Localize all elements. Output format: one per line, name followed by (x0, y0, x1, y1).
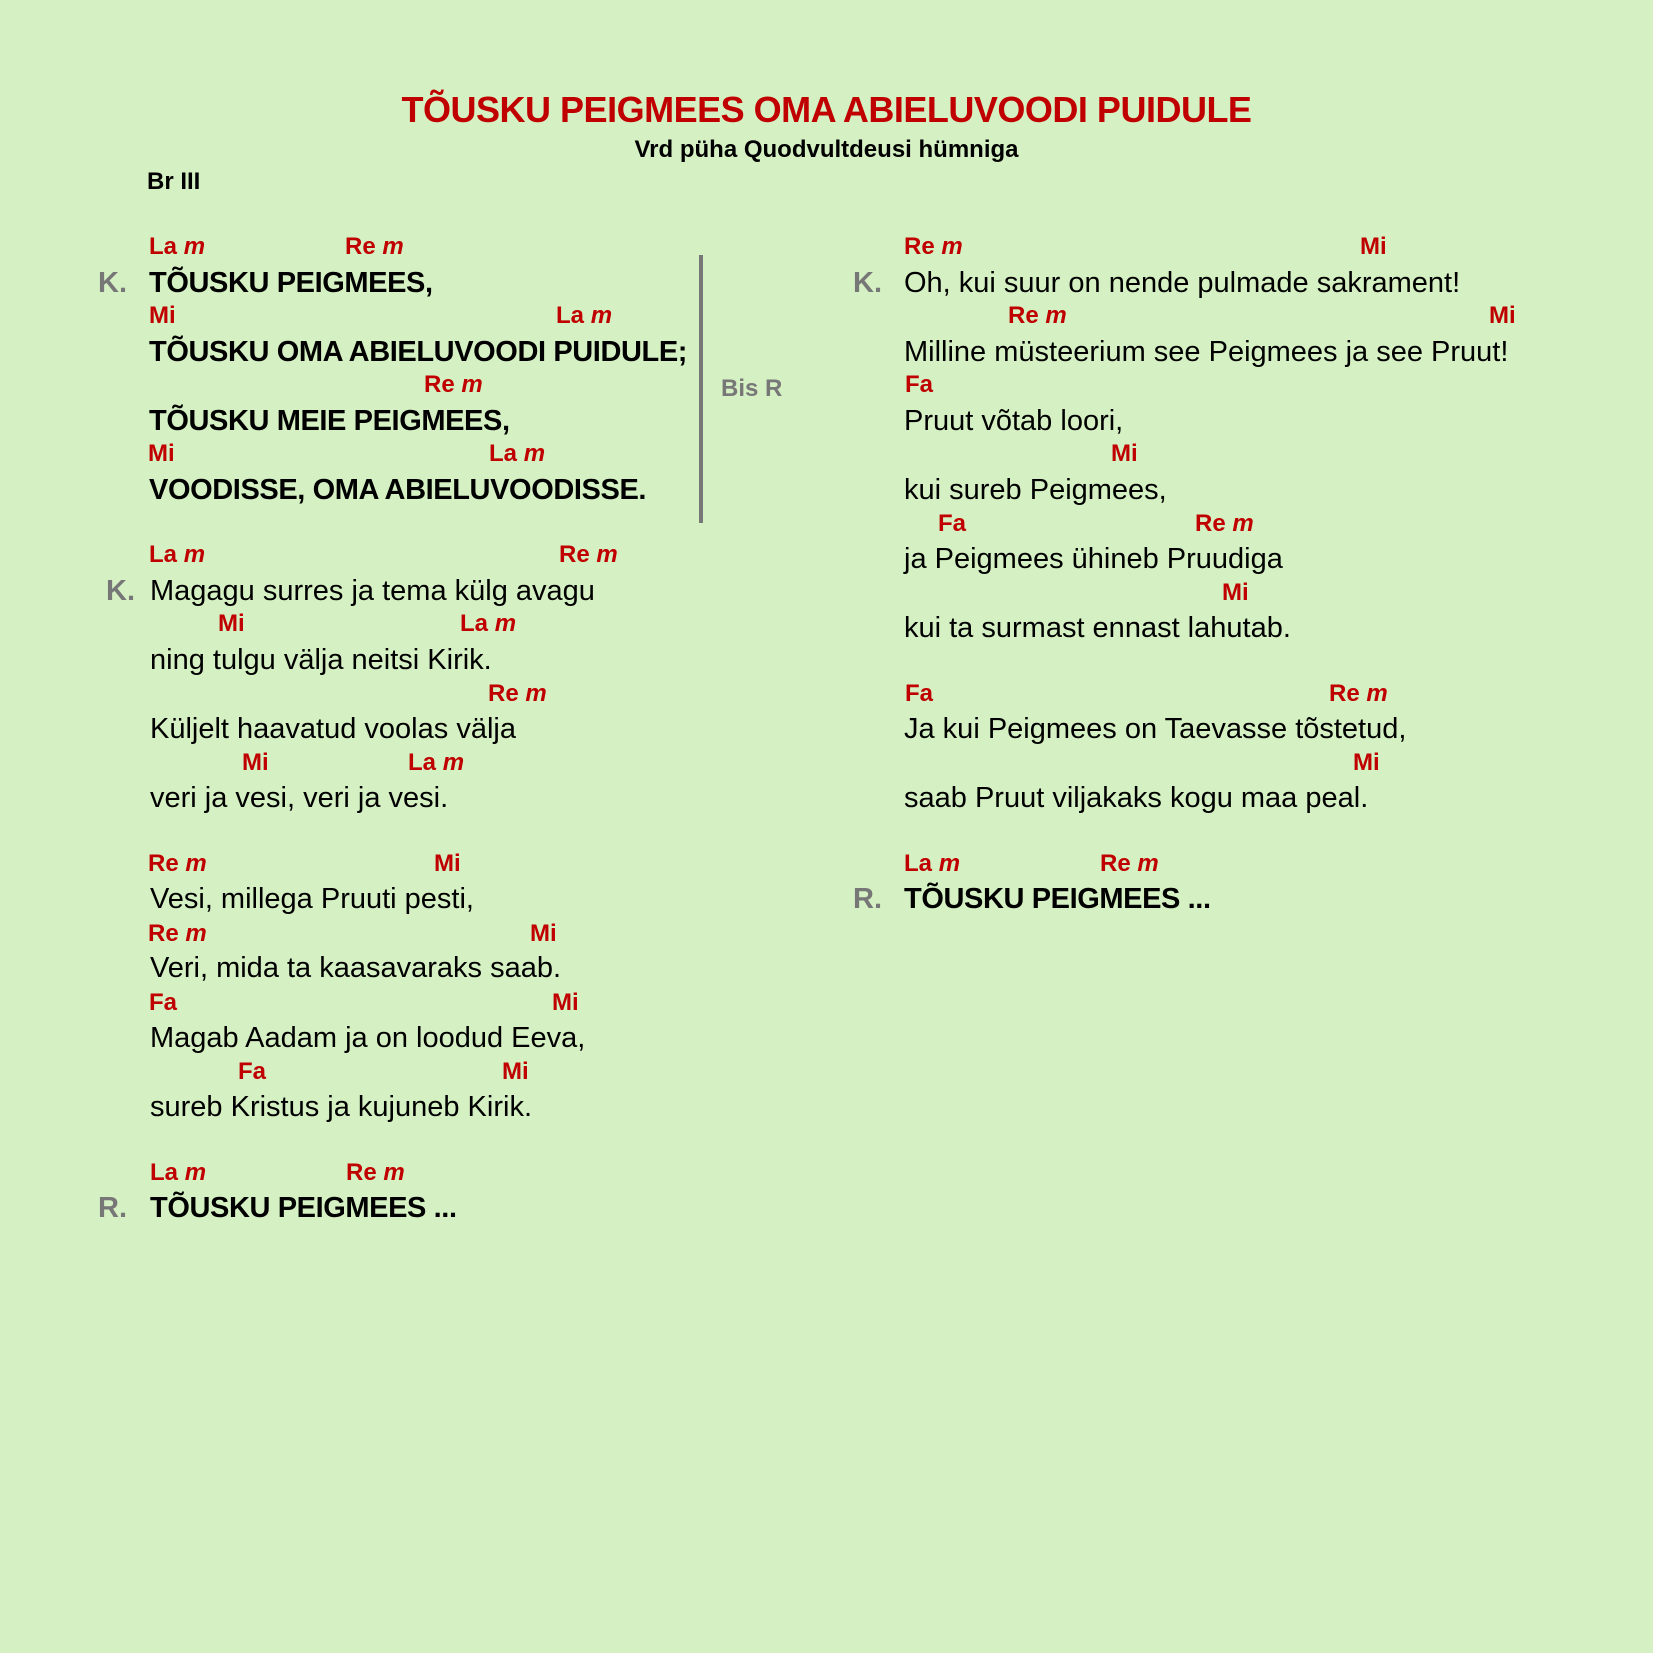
minor-suffix: m (383, 1159, 405, 1186)
chord: Fa (149, 989, 178, 1016)
chord: La m (149, 541, 206, 568)
minor-suffix: m (1232, 510, 1254, 537)
lyric-line: TÕUSKU PEIGMEES ... (904, 883, 1211, 915)
minor-suffix: m (185, 920, 207, 947)
lyric-line: Oh, kui suur on nende pulmade sakrament! (904, 267, 1461, 299)
minor-suffix: m (442, 749, 465, 776)
lyric-line: saab Pruut viljakaks kogu maa peal. (904, 782, 1369, 814)
chord: Mi (149, 302, 176, 329)
part-marker: K. (853, 267, 882, 299)
lyric-line: Küljelt haavatud voolas välja (150, 713, 516, 745)
lyric-line: Pruut võtab loori, (904, 405, 1124, 437)
repeat-bracket (699, 255, 703, 523)
chord: Fa (938, 510, 967, 537)
lyric-line: TÕUSKU PEIGMEES ... (150, 1192, 457, 1224)
minor-suffix: m (461, 371, 483, 398)
chord: Mi (148, 440, 175, 467)
minor-suffix: m (590, 302, 613, 329)
minor-suffix: m (596, 541, 618, 568)
lyric-line: Ja kui Peigmees on Taevasse tõstetud, (904, 713, 1407, 745)
lyric-line: TÕUSKU OMA ABIELUVOODI PUIDULE; (149, 336, 688, 368)
minor-suffix: m (184, 1159, 207, 1186)
chord: Mi (242, 749, 269, 776)
lyric-line: ning tulgu välja neitsi Kirik. (150, 644, 492, 676)
part-marker: K. (106, 575, 135, 607)
chord: Mi (502, 1058, 529, 1085)
song-subtitle: Vrd püha Quodvultdeusi hümniga (634, 136, 1019, 163)
minor-suffix: m (525, 680, 547, 707)
chord: Mi (1360, 233, 1387, 260)
chord: Re m (424, 371, 483, 398)
chord: Mi (434, 850, 461, 877)
chord: La m (408, 749, 465, 776)
chord: La m (556, 302, 613, 329)
part-marker: K. (98, 267, 127, 299)
chord: Re m (148, 850, 207, 877)
lyric-line: VOODISSE, OMA ABIELUVOODISSE. (149, 474, 647, 506)
chord: Fa (905, 680, 934, 707)
chord: Re m (488, 680, 547, 707)
minor-suffix: m (382, 233, 404, 260)
chord: Re m (1008, 302, 1067, 329)
chord: Mi (1222, 579, 1249, 606)
minor-suffix: m (494, 610, 517, 637)
chord: La m (149, 233, 206, 260)
lyric-line: kui ta surmast ennast lahutab. (904, 612, 1291, 644)
chord: Re m (345, 233, 404, 260)
chord: Re m (1329, 680, 1388, 707)
lyric-line: Magagu surres ja tema külg avagu (150, 575, 595, 607)
minor-suffix: m (1137, 850, 1159, 877)
chord: Mi (552, 989, 579, 1016)
chord: Fa (905, 371, 934, 398)
chord: Fa (238, 1058, 267, 1085)
minor-suffix: m (523, 440, 546, 467)
chord: La m (489, 440, 546, 467)
chord: Re m (148, 920, 207, 947)
lyric-line: TÕUSKU MEIE PEIGMEES, (149, 405, 510, 437)
lyric-line: Milline müsteerium see Peigmees ja see Pruut! (904, 336, 1509, 368)
minor-suffix: m (183, 541, 206, 568)
minor-suffix: m (1045, 302, 1067, 329)
chord: La m (460, 610, 517, 637)
song-title: TÕUSKU PEIGMEES OMA ABIELUVOODI PUIDULE (401, 89, 1252, 130)
chord: Mi (1489, 302, 1516, 329)
chord: Re m (346, 1159, 405, 1186)
chord: Re m (559, 541, 618, 568)
minor-suffix: m (185, 850, 207, 877)
chord: Re m (904, 233, 963, 260)
lyric-line: veri ja vesi, veri ja vesi. (150, 782, 449, 814)
minor-suffix: m (938, 850, 961, 877)
minor-suffix: m (941, 233, 963, 260)
lyric-line: ja Peigmees ühineb Pruudiga (904, 543, 1283, 575)
minor-suffix: m (1366, 680, 1388, 707)
lyric-line: Magab Aadam ja on loodud Eeva, (150, 1022, 586, 1054)
lyric-line: sureb Kristus ja kujuneb Kirik. (150, 1091, 532, 1123)
bis-label: Bis R (721, 375, 783, 402)
minor-suffix: m (183, 233, 206, 260)
chord: Mi (1353, 749, 1380, 776)
chord: Mi (530, 920, 557, 947)
chord: Re m (1100, 850, 1159, 877)
chord: Re m (1195, 510, 1254, 537)
lyric-line: TÕUSKU PEIGMEES, (149, 267, 433, 299)
chord: Mi (1111, 440, 1138, 467)
chord: La m (150, 1159, 207, 1186)
lyric-line: kui sureb Peigmees, (904, 474, 1167, 506)
lyric-line: Vesi, millega Pruuti pesti, (150, 883, 474, 915)
chord: Mi (218, 610, 245, 637)
chord: La m (904, 850, 961, 877)
breviary-reference: Br III (147, 168, 201, 195)
part-marker: R. (98, 1192, 127, 1224)
part-marker: R. (853, 883, 882, 915)
lyric-line: Veri, mida ta kaasavaraks saab. (150, 952, 562, 984)
